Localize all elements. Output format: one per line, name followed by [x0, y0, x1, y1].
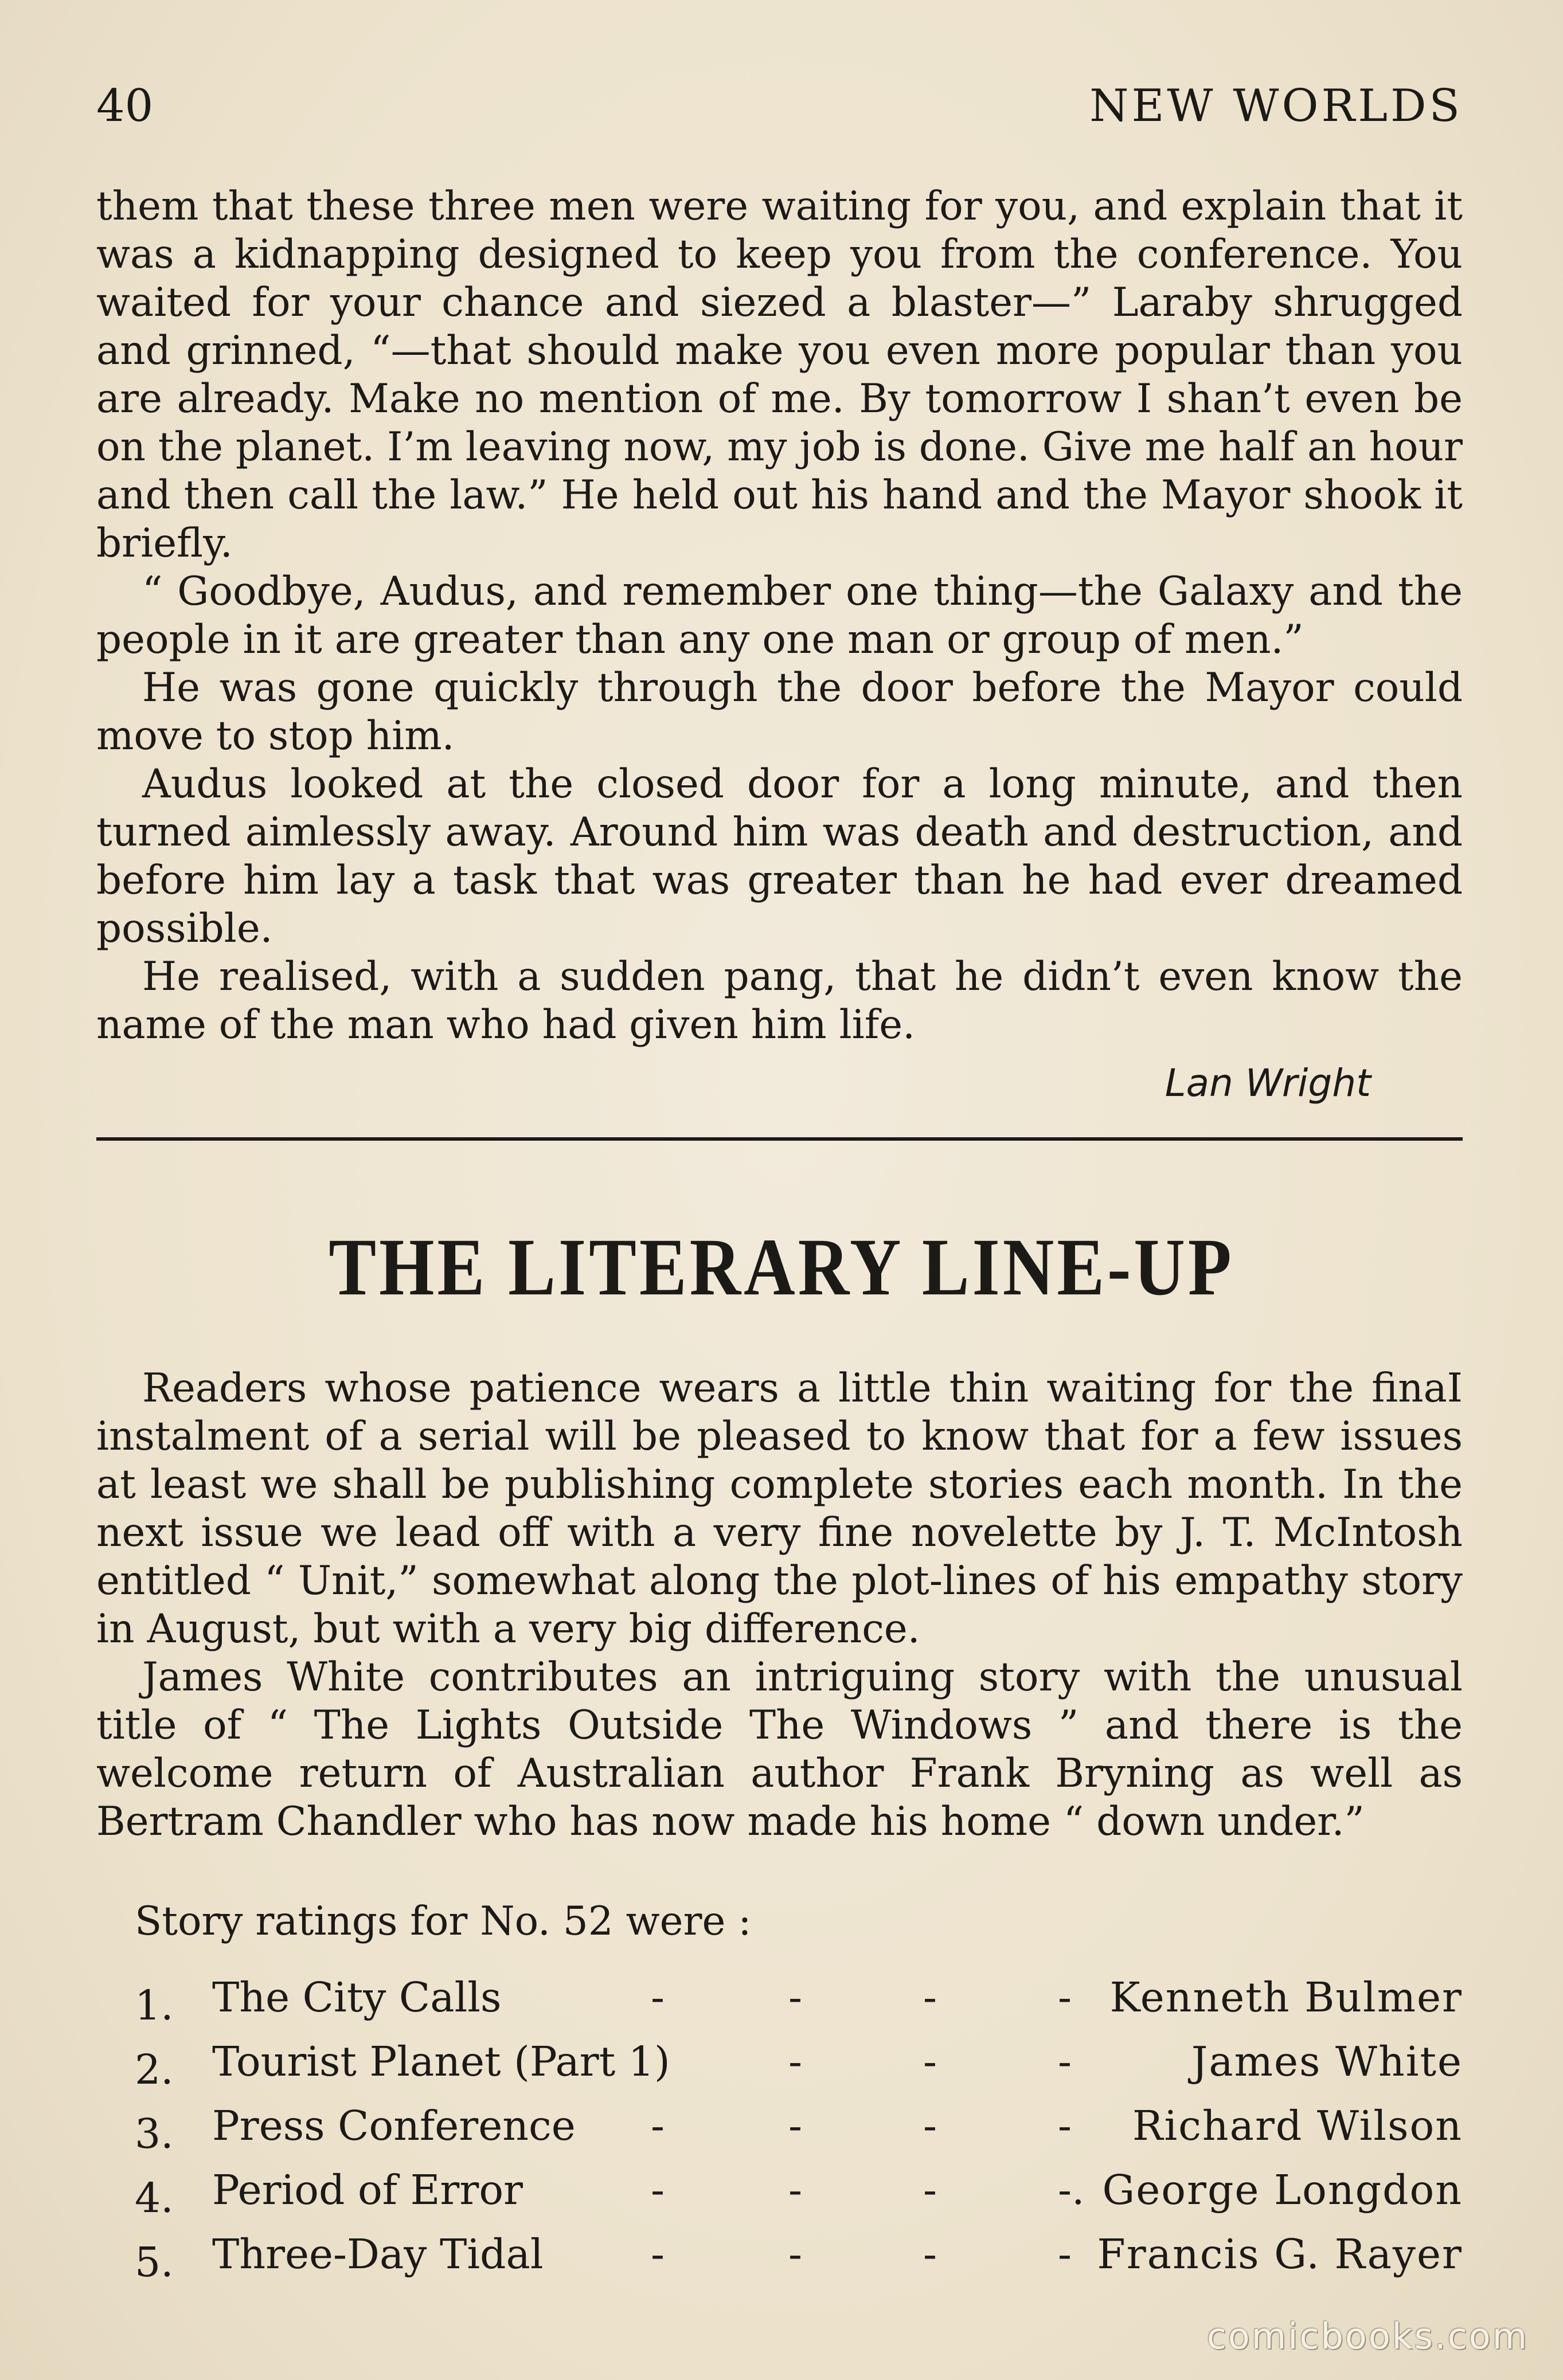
- section-title: THE LITERARY LINE-UP: [329, 1222, 1234, 1313]
- rating-title: The City Calls: [212, 1974, 502, 2021]
- story-paragraph: “ Goodbye, Audus, and remember one thing—the Galaxy and the people in it are greater than any one man or group of men.”: [96, 569, 1463, 663]
- rating-row: [135, 2164, 1463, 2229]
- site-watermark: comicbooks.com: [1206, 2315, 1529, 2357]
- rating-row: [135, 1972, 1463, 2036]
- rating-row: [135, 2036, 1463, 2100]
- author-byline: Lan Wright: [1165, 1061, 1371, 1105]
- rating-dash: -: [1058, 2038, 1072, 2085]
- ratings-list: [135, 1972, 1463, 2293]
- story-paragraph: Audus looked at the closed door for a long minute, and then turned aimlessly away. Around him was death and destruction, and before him lay a task that was greater than he had ever dreamed possible.: [96, 761, 1463, 952]
- story-paragraph: He realised, with a sudden pang, that he didn’t even know the name of the man who had given him life.: [96, 954, 1463, 1048]
- rating-dash: -: [651, 1974, 665, 2021]
- rating-dash: -: [923, 2102, 937, 2150]
- story-paragraph: He was gone quickly through the door before the Mayor could move to stop him.: [96, 665, 1463, 759]
- rating-title: Period of Error: [212, 2166, 523, 2214]
- page-header: [96, 80, 1463, 143]
- lineup-paragraph: James White contributes an intriguing story with the unusual title of “ The Lights Outside The Windows ” and there is the welcome return of Australian author Frank Bryning as well as Bertram Chandler who has now made his home “ down under.”: [96, 1654, 1463, 1845]
- rating-row: [135, 2229, 1463, 2293]
- rating-dash: -: [923, 1974, 937, 2021]
- lineup-paragraph: Readers whose patience wears a little thin waiting for the finaI instalment of a serial will be pleased to know that for a few issues at least we shall be publishing complete stories each month. In the next issue we lead off with a very fine novelette by J. T. McIntosh entitled “ Unit,” somewhat along the plot-lines of his empathy story in August, but with a very big difference.: [96, 1365, 1463, 1652]
- ratings-intro: Story ratings for No. 52 were :: [135, 1898, 752, 1944]
- rating-title: Three-Day Tidal: [212, 2230, 544, 2278]
- rating-author: George Longdon: [1102, 2166, 1463, 2214]
- rating-number: 2.: [135, 2046, 174, 2093]
- rating-row: [135, 2100, 1463, 2164]
- rating-author: Francis G. Rayer: [1097, 2230, 1463, 2278]
- rating-dash: -: [923, 2166, 937, 2214]
- rating-dash: -: [788, 2038, 802, 2085]
- rating-dash: -: [923, 2230, 937, 2278]
- rating-number: 4.: [135, 2174, 174, 2222]
- rating-dash: -: [1058, 2102, 1072, 2150]
- running-title: NEW WORLDS: [1089, 80, 1463, 132]
- rating-number: 1.: [135, 1982, 174, 2029]
- rating-author: Kenneth Bulmer: [1109, 1974, 1463, 2021]
- rating-dash: -: [788, 2102, 802, 2150]
- story-paragraph: them that these three men were waiting for you, and explain that it was a kidnapping designed to keep you from the conference. You waited for your chance and siezed a blaster—” Laraby shrugged and grinned, “—that should make you even more popular than you are already. Make no mention of me. By tomorrow I shan’t even be on the planet. I’m leaving now, my job is done. Give me half an hour and then call the law.” He held out his hand and the Mayor shook it briefly.: [96, 183, 1463, 566]
- rating-dash: -: [1058, 2230, 1072, 2278]
- section-divider: [96, 1137, 1463, 1141]
- rating-author: Richard Wilson: [1132, 2102, 1463, 2150]
- rating-author: James White: [1191, 2038, 1463, 2085]
- rating-dash: -: [651, 2166, 665, 2214]
- rating-dash: -: [651, 2102, 665, 2150]
- rating-dash: -: [923, 2038, 937, 2085]
- lineup-text: [96, 1364, 1463, 1846]
- rating-title: Tourist Planet (Part 1): [212, 2038, 670, 2085]
- rating-dash: -: [651, 2230, 665, 2278]
- rating-number: 3.: [135, 2110, 174, 2158]
- rating-number: 5.: [135, 2238, 174, 2286]
- rating-dash: -: [788, 2166, 802, 2214]
- rating-dash: -: [788, 2230, 802, 2278]
- rating-dash: -.: [1058, 2166, 1085, 2214]
- rating-title: Press Conference: [212, 2102, 576, 2150]
- page-number: 40: [96, 80, 154, 132]
- rating-dash: -: [1058, 1974, 1072, 2021]
- story-ending: [96, 182, 1463, 1107]
- rating-dash: -: [788, 1974, 802, 2021]
